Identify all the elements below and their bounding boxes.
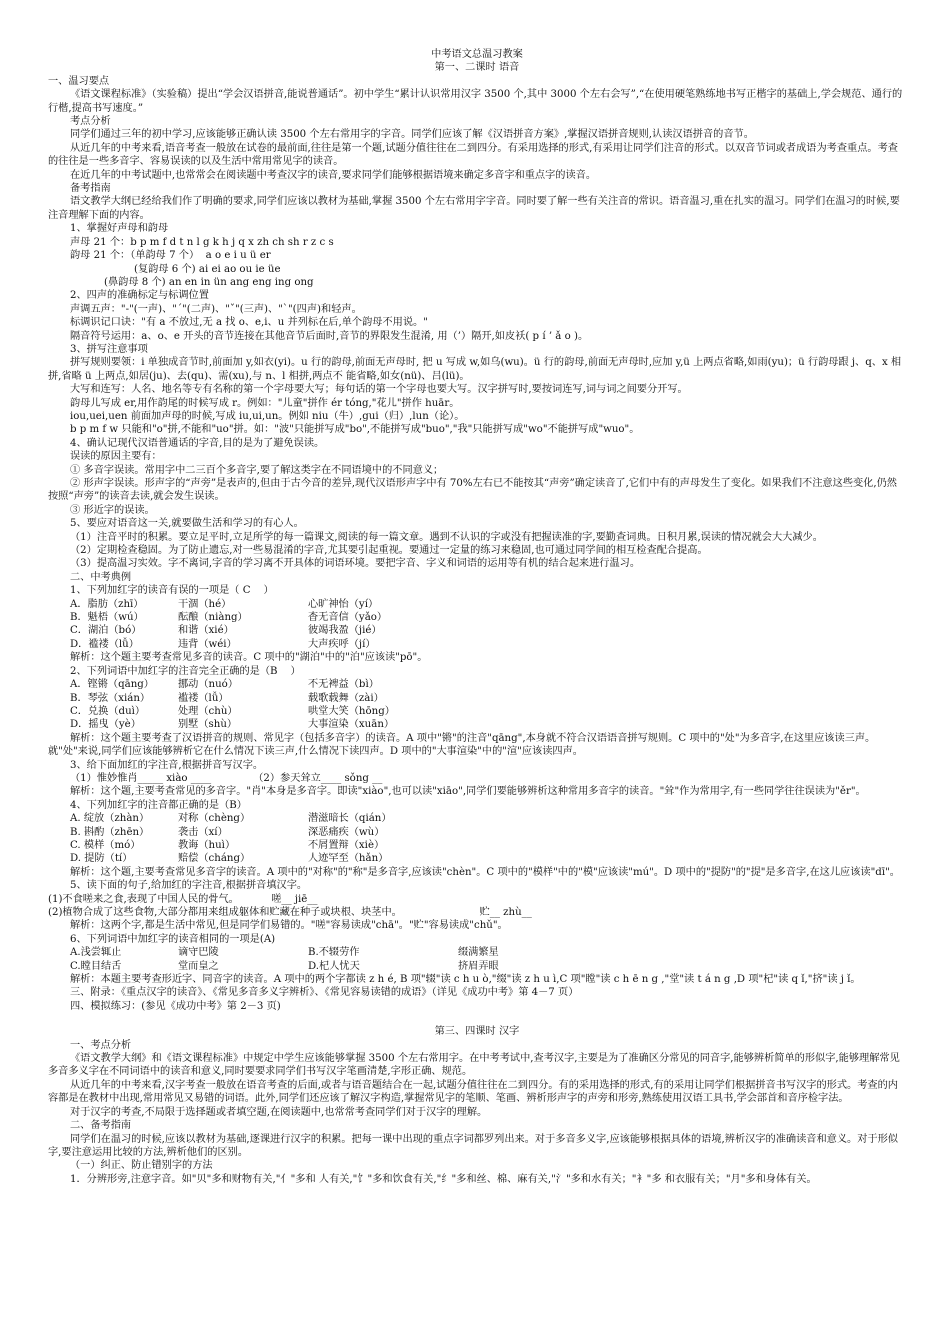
- paragraph: (鼻韵母 8 个) an en in ün ang eng ing ong: [104, 276, 314, 288]
- option-cell: C．湖泊（bó）: [70, 625, 142, 637]
- option-cell: 深恶痛疾（wù）: [308, 826, 385, 838]
- option-cell: A. 绽放（zhàn）: [70, 813, 150, 825]
- paragraph: 解析：这个题主要考查了汉语拼音的规则、常见字（包括多音字）的读音。A 项中"锵"的注音"qāng",本身就不符合汉语语音拼写规则。C 项中的"处"为多音字,在这里应该读三声。就"处"来说,同学们应该能够辨析它在什么情况下读三声,什么情况下读四声。D 项中的"大事渲染"中的"渲"应该读四声。: [48, 732, 876, 758]
- option-row: [48, 624, 906, 637]
- paragraph: 三、附录：《重点汉字的读音》、《常见多音多义字辨析》、《常见容易读错的成语》（详见《成功中考》第 4－7 页）: [70, 987, 579, 999]
- option-cell: 潜滋暗长（qián）: [308, 813, 392, 825]
- paragraph: 在近几年的中考试题中,也常常会在阅读题中考查汉字的读音,要求同学们能够根据语境来确定多音字和重点字的读音。: [70, 169, 597, 181]
- paragraph: 声母 21 个：b p m f d t n l g k h j q x zh ch sh r z c s: [70, 236, 334, 248]
- section-heading-1: 第一、二课时 语音: [434, 62, 520, 74]
- option-cell: 教诲（huì）: [178, 839, 236, 851]
- paragraph: ① 多音字误读。常用字中二三百个多音字,要了解这类字在不同语境中的不同意义；: [70, 464, 444, 476]
- option-cell: C. 模样（mó）: [70, 839, 141, 851]
- option-cell: 谪守巴陵: [178, 947, 219, 959]
- option-row: [48, 812, 906, 825]
- paragraph: iou,uei,uen 前面加声母的时候,写成 iu,ui,un。例如 niu（牛）,gui（归）,lun（论）。: [70, 410, 465, 422]
- section-1-body: [48, 75, 906, 1013]
- paragraph: 四、模拟练习：(参见《成功中考》第 2－3 页): [70, 1000, 281, 1012]
- option-cell: A．铿锵（qāng）: [70, 679, 154, 691]
- option-cell: 赔偿（cháng）: [178, 853, 251, 865]
- option-cell: C．兑换（duì）: [70, 705, 146, 717]
- option-cell: 酝酿（niàng）: [178, 612, 248, 624]
- option-cell: 和谐（xié）: [178, 625, 234, 637]
- paragraph: 二、中考典例: [70, 571, 132, 583]
- paragraph: 二、备考指南: [70, 1120, 132, 1132]
- paragraph: 3、给下面加红的字注音,根据拼音写汉字。: [70, 759, 264, 771]
- option-cell: 袭击（xí）: [178, 826, 228, 838]
- paragraph: （1）惟妙惟肖_____ xiào ____ （2）参天耸立____ sǒng __: [70, 772, 383, 784]
- paragraph: 大写和连写：人名、地名等专有名称的第一个字母要大写；每句话的第一个字母也要大写。汉字拼写时,要按词连写,词与词之间要分开写。: [70, 384, 688, 396]
- option-cell: D.杞人忧天: [308, 960, 360, 972]
- paragraph: （1）注音平时的积累。要立足平时,立足所学的每一篇课文,阅读的每一篇文章。遇到不认识的字或没有把握读准的字,要勤查词典。日积月累,误读的情况就会大大减少。: [70, 531, 823, 543]
- option-cell: 褴褛（lǚ）: [178, 692, 229, 704]
- paragraph: ② 形声字误读。形声字的“声旁”是表声的,但由于古今音的差异,现代汉语形声字中有 70%左右已不能按其“声旁”确定读音了,它们中有的声母发生了变化。如果我们不注意这些变化,仍然按照“声旁”的读音去读,就会发生误读。: [48, 478, 897, 503]
- option-cell: D. 提防（tí）: [70, 853, 133, 865]
- option-cell: 人迹罕至（hǎn）: [308, 853, 389, 865]
- option-row: [48, 692, 906, 705]
- paragraph: (1)不食嗟来之食,表现了中国人民的骨气。 嗟__ jiē__: [48, 893, 318, 905]
- paragraph: 解析：这两个字,都是生活中常见,但是同学们易错的。"嗟"容易读成"chā"。"贮"容易读成"chǔ"。: [70, 920, 508, 932]
- option-cell: D．褴褛（lǚ）: [70, 638, 139, 650]
- option-cell: 不无裨益（bì）: [308, 679, 379, 691]
- option-cell: A.浅尝辄止: [70, 947, 122, 959]
- paragraph: 韵母儿写成 er,用作韵尾的时候写成 r。例如："儿童"拼作 ér tóng,"花儿"拼作 huār。: [70, 397, 460, 409]
- paragraph: 解析：本题主要考查形近字、同音字的读音。A 项中的两个字都读 z h é, B 项"辍"读 c h u ò,"缀"读 z h u ì,C 项"瞠"读 c h ē n g ,"堂"读 t á n g ,D 项"杞"读 q ǐ,"挤"读 j ǐ。: [70, 974, 861, 986]
- paragraph: b p m f w 只能和"o"拼,不能和"uo"拼。如："波"只能拼写成"bo",不能拼写成"buo","我"只能拼写成"wo"不能拼写成"wuo"。: [70, 424, 640, 436]
- paragraph: 解析：这个题,主要考查常见多音字的读音。A 项中的"对称"的"称"是多音字,应该读"chèn"。C 项中的"模样"中的"模"应该读"mú"。D 项中的"提防"的"提"是多音字,在这儿应该读"dī"。: [70, 866, 900, 878]
- document-page: [48, 48, 906, 1186]
- option-cell: B. 斟酌（zhēn）: [70, 826, 150, 838]
- option-cell: 别墅（shù）: [178, 719, 238, 731]
- option-row: [48, 611, 906, 624]
- paragraph: 2、四声的准确标定与标调位置: [70, 290, 209, 302]
- doc-title: 中考语文总温习教案: [431, 49, 523, 60]
- option-row: [48, 852, 906, 865]
- paragraph: 韵母 21 个：（单韵母 7 个） a o e i u ü er: [70, 250, 271, 262]
- paragraph: 同学们通过三年的初中学习,应该能够正确认读 3500 个左右常用字的字音。同学们应该了解《汉语拼音方案》,掌握汉语拼音规则,认读汉语拼音的音节。: [70, 129, 754, 141]
- option-cell: B．魁梧（wú）: [70, 612, 144, 624]
- option-cell: B.不辍劳作: [308, 947, 360, 959]
- paragraph: 2、下列词语中加红字的注音完全正确的是（B ）: [70, 665, 301, 677]
- paragraph: （一）纠正、防止错别字的方法: [70, 1160, 213, 1172]
- paragraph: 拼写规则要领：i 单独成音节时,前面加 y,如衣(yi)。u 行的韵母,前面无声母时, 把 u 写成 w,如乌(wu)。ü 行的韵母,前面无声母时,应加 y,ü 上两点省略,如雨(yu)；ü 行韵母跟 j、q、x 相拼,省略 ü 上两点,如居(ju)、去(qu)、需(xu),与 n、l 相拼,两点不 能省略,如女(nü)、吕(lü)。: [48, 357, 902, 382]
- paragraph: 《语文课程标准》（实验稿）提出“学会汉语拼音,能说普通话”。初中学生“累计认识常用汉字 3500 个,其中 3000 个左右会写”,“在使用硬笔熟练地书写正楷字的基础上,学会规范、通行的行楷,提高书写速度。”: [48, 89, 903, 114]
- section-2-body: [48, 1039, 906, 1186]
- option-cell: 挤眉弄眼: [458, 960, 499, 972]
- option-row: [48, 598, 906, 611]
- paragraph: 备考指南: [70, 183, 111, 195]
- paragraph: 5、要应对语音这一关,就要做生活和学习的有心人。: [70, 518, 304, 530]
- option-cell: B．琴弦（xián）: [70, 692, 151, 704]
- paragraph: 考点分析: [70, 116, 111, 128]
- option-cell: A．脂肪（zhī）: [70, 598, 144, 610]
- paragraph: 4、下列加红字的注音都正确的是（B）: [70, 799, 247, 811]
- paragraph: 3、拼写注意事项: [70, 343, 148, 355]
- option-cell: D．摇曳（yè）: [70, 719, 141, 731]
- option-cell: 大事渲染（xuān）: [308, 719, 395, 731]
- option-row: [48, 946, 906, 959]
- option-row: [48, 839, 906, 852]
- paragraph: ③ 形近字的误读。: [70, 504, 155, 516]
- paragraph: 6、下列词语中加红字的读音相同的一项是(A): [70, 933, 276, 945]
- paragraph: 4、确认记现代汉语普通话的字音,目的是为了避免误读。: [70, 437, 325, 449]
- option-cell: 堂而皇之: [178, 960, 219, 972]
- paragraph: 1、下列加红字的读音有误的一项是（ C ）: [70, 585, 274, 597]
- section-heading-2: 第三、四课时 汉字: [434, 1026, 520, 1038]
- option-cell: 载歌载舞（zài）: [308, 692, 384, 704]
- paragraph: 《语文教学大纲》和《语文课程标准》中规定中学生应该能够掌握 3500 个左右常用字。在中考考试中,查考汉字,主要是为了准确区分常见的同音字,能够辨析简单的形似字,能够理解常见多音多义字在不同词语中的读音和意义,同时要要求同学们书写汉字笔画清楚,字形正确、规范。: [48, 1053, 900, 1078]
- option-row: [48, 960, 906, 973]
- paragraph: 误读的原因主要有：: [70, 451, 162, 463]
- paragraph: 解析：这个题,主要考查常见的多音字。"肖"本身是多音字。即读"xiào",也可以读"xiāo",同学们要能够辨析这种常用多音字的读音。"耸"作为常用字,有一些同学往往误读为"ěr"。: [70, 786, 866, 798]
- option-cell: 对称（chèng）: [178, 813, 251, 825]
- option-cell: 心旷神怡（yí）: [308, 598, 379, 610]
- option-cell: 缀满繁星: [458, 947, 499, 959]
- paragraph: （2）定期检查稳固。为了防止遗忘,对一些易混淆的字音,尤其要引起重视。要通过一定量的练习来稳固,也可通过同学间的相互检查配合提高。: [70, 545, 708, 557]
- option-row: [48, 826, 906, 839]
- paragraph: 1．分辨形旁,注意字音。如"贝"多和财物有关,"亻"多和 人有关,"饣"多和饮食有关,"纟"多和丝、棉、麻有关,"氵"多和水有关；"衤"多 和衣服有关；"月"多和身体有关。: [70, 1173, 817, 1185]
- option-cell: 处理（chù）: [178, 705, 238, 717]
- option-cell: 干涸（hé）: [178, 598, 232, 610]
- paragraph: 语文教学大纲已经给我们作了明确的要求,同学们应该以教材为基础,掌握 3500 个左右常用字字音。同时要了解一些有关注音的常识。语音温习,重在扎实的温习。同学们在温习的时候,要注音理解下面的内容。: [48, 196, 900, 221]
- paragraph: (2)植物合成了这些食物,大部分都用来组成躯体和贮藏在种子或块根、块茎中。 贮__ zhù__: [48, 907, 532, 918]
- paragraph: 解析：这个题主要考查常见多音的读音。C 项中的"湖泊"中的"泊"应该读"pō"。: [70, 652, 428, 664]
- option-cell: 大声疾呼（jí）: [308, 638, 376, 650]
- paragraph: 声调五声："-"(一声)、"ˊ"(二声)、"ˇ"(三声)、"ˋ"(四声)和轻声。: [70, 303, 362, 315]
- option-cell: C.瞠目结舌: [70, 960, 122, 972]
- paragraph: 一、温习要点: [48, 75, 110, 87]
- option-row: [48, 705, 906, 718]
- option-row: [48, 718, 906, 731]
- option-row: [48, 678, 906, 691]
- paragraph: 从近几年的中考来看,语音考查一般放在试卷的最前面,往往是第一个题,试题分值往往在二到四分。有采用选择的形式,有采用让同学们注音的形式。以双音节词或者成语为考查重点。考查的往往是一些多音字、容易误读的以及生活中常用常见字的读音。: [48, 142, 898, 168]
- paragraph: 标调识记口诀："有 a 不放过,无 a 找 o、e,i、u 并列标在后,单个韵母不用说。": [70, 317, 428, 329]
- paragraph: 隔音符号运用：a、o、e 开头的音节连接在其他音节后面时,音节的界限发生混淆, 用（’）隔开,如皮袄( p í ’ ǎ o )。: [70, 330, 589, 342]
- paragraph: 从近几年的中考来看,汉字考查一般放在语音考查的后面,或者与语音题结合在一起,试题分值往往在二到四分。有的采用选择的形式,有的采用让同学们根据拼音书写汉字的形式。考查的内容都是在教材中出现,常用常见又易错的词语。此外,同学们还应该了解汉字构造,掌握常见字的笔顺、笔画、辨析形声字的声旁和形旁,熟练使用汉语工具书,学会部首和音序检字法。: [48, 1079, 898, 1105]
- paragraph: 5、读下面的句子,给加红的字注音,根据拼音填汉字。: [70, 880, 308, 892]
- paragraph: 1、掌握好声母和韵母: [70, 223, 169, 235]
- option-cell: 杳无音信（yǎo）: [308, 612, 388, 624]
- option-cell: 违背（wéi）: [178, 638, 237, 650]
- option-cell: 不屑置辩（xiè）: [308, 839, 385, 851]
- option-cell: 彼竭我盈（jié）: [308, 625, 382, 637]
- paragraph: (复韵母 6 个) ai ei ao ou ie üe: [134, 263, 281, 275]
- paragraph: 同学们在温习的时候,应该以教材为基础,逐课进行汉字的积累。把每一课中出现的重点字词都罗列出来。对于多音多义字,应该能够根据具体的语境,辨析汉字的准确读音和意义。对于形似字,要注意运用比较的方法,辨析他们的区别。: [48, 1133, 898, 1158]
- option-cell: 挪动（nuó）: [178, 679, 239, 691]
- option-cell: 哄堂大笑（hōng）: [308, 705, 395, 717]
- paragraph: （3）提高温习实效。字不离词,字音的学习离不开具体的词语环境。要把字音、字义和词语的运用等有机的结合起来进行温习。: [70, 558, 641, 570]
- paragraph: 一、考点分析: [70, 1039, 132, 1051]
- paragraph: 对于汉字的考查,不局限于选择题或者填空题,在阅读题中,也常常考查同学们对于汉字的理解。: [70, 1106, 488, 1118]
- option-row: [48, 638, 906, 651]
